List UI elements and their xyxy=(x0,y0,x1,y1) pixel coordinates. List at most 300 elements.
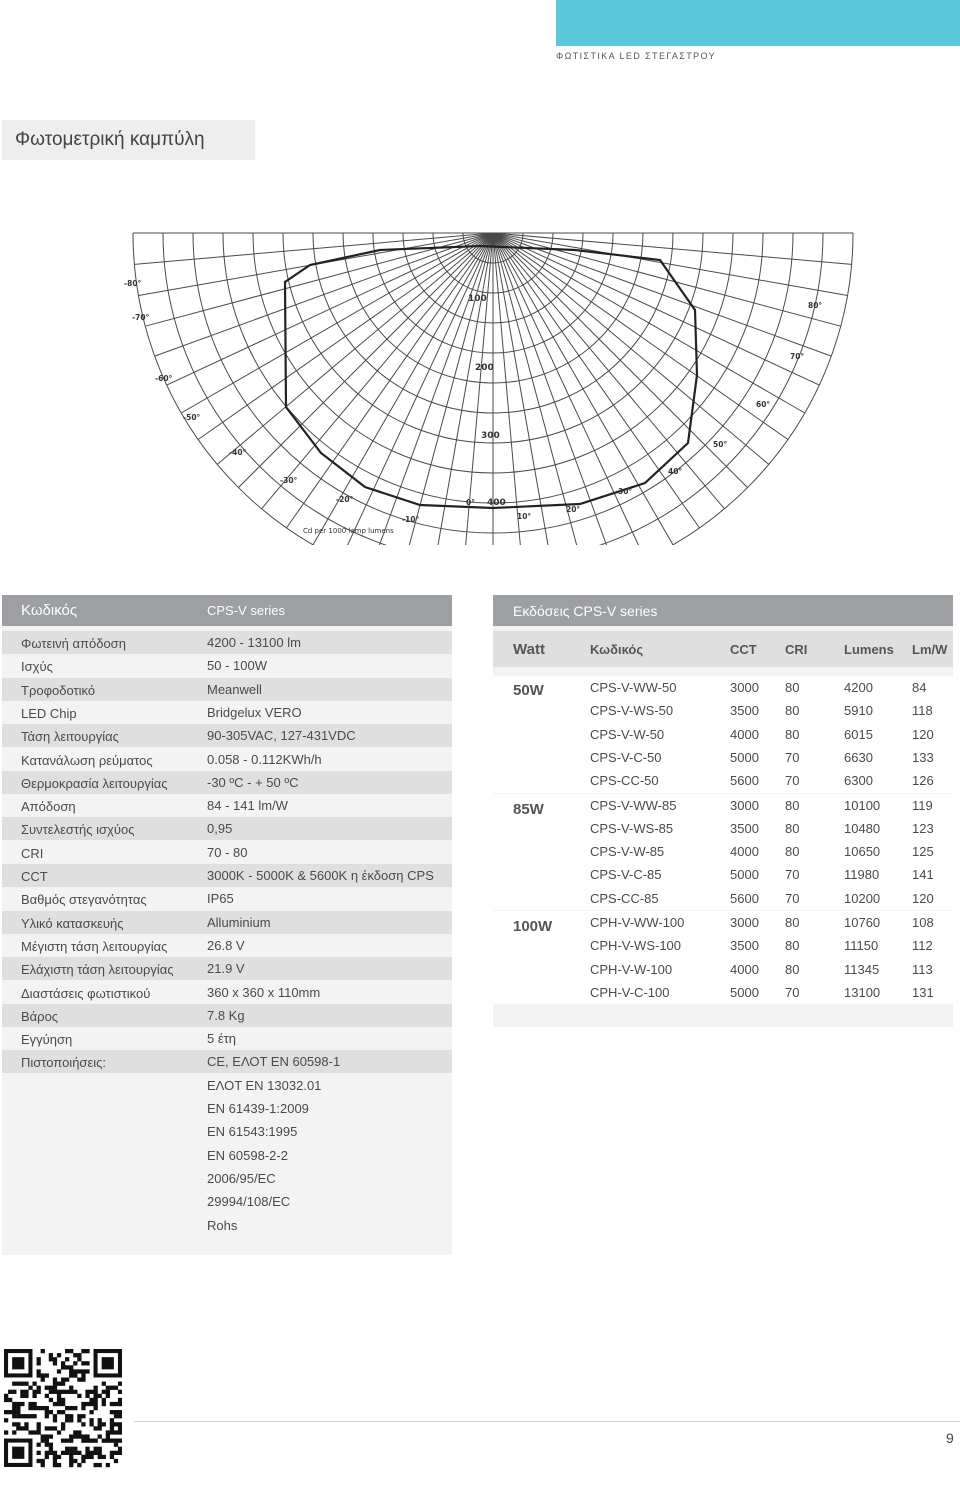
qr-module xyxy=(81,1439,85,1443)
qr-module xyxy=(61,1402,65,1406)
version-lumens: 13100 xyxy=(844,984,881,1000)
qr-module xyxy=(41,1349,45,1353)
spec-value: 84 - 141 lm/W xyxy=(207,798,288,814)
polar-radial-label: 400 xyxy=(487,498,506,508)
version-lumens: 10760 xyxy=(844,915,881,930)
spec-value: 360 x 360 x 110mm xyxy=(207,984,321,1000)
qr-module xyxy=(57,1430,61,1434)
qr-module xyxy=(57,1353,61,1357)
qr-module xyxy=(16,1426,20,1430)
version-row xyxy=(493,934,953,957)
qr-module xyxy=(89,1410,93,1414)
version-lmw: 118 xyxy=(912,703,933,719)
qr-module xyxy=(57,1410,61,1414)
spec-row xyxy=(2,701,452,724)
spec-row xyxy=(2,934,452,957)
qr-module xyxy=(61,1365,65,1369)
qr-module xyxy=(37,1459,41,1463)
qr-module xyxy=(98,1451,102,1455)
spec-value: -30 ºC - + 50 ºC xyxy=(207,774,299,790)
qr-module xyxy=(85,1439,89,1443)
qr-module xyxy=(69,1463,73,1467)
version-row xyxy=(493,817,953,840)
qr-module xyxy=(12,1414,16,1418)
qr-module xyxy=(41,1406,45,1410)
qr-module xyxy=(77,1357,81,1361)
qr-module xyxy=(73,1447,77,1451)
qr-module xyxy=(118,1410,122,1414)
qr-module xyxy=(110,1451,114,1455)
qr-module xyxy=(65,1414,69,1418)
qr-module xyxy=(12,1402,16,1406)
qr-module xyxy=(61,1361,65,1365)
qr-module xyxy=(49,1410,53,1414)
qr-module xyxy=(73,1373,77,1377)
qr-module xyxy=(81,1406,85,1410)
version-cri: 70 xyxy=(785,867,800,883)
qr-module xyxy=(53,1451,57,1455)
qr-module xyxy=(65,1349,69,1353)
qr-module xyxy=(65,1447,69,1451)
qr-module xyxy=(89,1455,93,1459)
spec-row xyxy=(2,794,452,817)
version-code: CPS-V-W-85 xyxy=(590,844,665,860)
polar-angle-label: 10° xyxy=(517,512,532,521)
col-cct: CCT xyxy=(730,642,757,657)
qr-module xyxy=(24,1390,28,1394)
spec-label: Κατανάλωση ρεύματος xyxy=(21,752,153,768)
qr-module xyxy=(102,1455,106,1459)
polar-grid-spoke xyxy=(493,233,831,356)
spec-label: Βαθμός στεγανότητας xyxy=(21,892,147,908)
version-code: CPS-V-WW-85 xyxy=(590,797,677,813)
watt-label: 100W xyxy=(513,918,553,935)
qr-module xyxy=(49,1447,53,1451)
version-code: CPH-V-WW-100 xyxy=(590,915,685,930)
col-lumens: Lumens xyxy=(844,642,894,657)
qr-module xyxy=(118,1414,122,1418)
version-code: CPS-CC-85 xyxy=(590,890,659,906)
qr-module xyxy=(77,1394,81,1398)
spec-label: Διαστάσεις φωτιστικού xyxy=(21,985,151,1001)
polar-angle-label: -50° xyxy=(183,413,201,422)
qr-module xyxy=(106,1390,110,1394)
version-lumens: 6015 xyxy=(844,726,873,742)
version-cct: 4000 xyxy=(730,726,759,742)
qr-module xyxy=(49,1398,53,1402)
version-code: CPS-V-C-85 xyxy=(590,867,662,883)
version-cct: 5600 xyxy=(730,773,759,789)
qr-module xyxy=(24,1414,28,1418)
qr-module xyxy=(94,1386,98,1390)
polar-angle-label: -60° xyxy=(155,374,173,383)
spec-value: 26.8 V xyxy=(207,937,245,953)
qr-module xyxy=(114,1451,118,1455)
qr-module xyxy=(37,1390,41,1394)
polar-angle-label: 20° xyxy=(566,505,581,514)
qr-module xyxy=(69,1451,73,1455)
qr-module xyxy=(73,1434,77,1438)
version-code: CPH-V-C-100 xyxy=(590,984,670,1000)
qr-module xyxy=(61,1390,65,1394)
spec-row xyxy=(2,748,452,771)
qr-module xyxy=(24,1422,28,1426)
qr-module xyxy=(81,1455,85,1459)
qr-module xyxy=(32,1382,36,1386)
qr-module xyxy=(28,1406,32,1410)
qr-module xyxy=(28,1414,32,1418)
version-cct: 5000 xyxy=(730,749,759,765)
qr-module xyxy=(45,1434,49,1438)
qr-module xyxy=(45,1373,49,1377)
qr-module xyxy=(49,1353,53,1357)
qr-module xyxy=(12,1422,16,1426)
version-row xyxy=(493,769,953,792)
version-cct: 3000 xyxy=(730,915,759,930)
spec-row xyxy=(2,911,452,934)
versions-header xyxy=(493,595,953,626)
certification-item: EN 61439-1:2009 xyxy=(207,1101,309,1116)
version-cri: 70 xyxy=(785,984,800,1000)
watt-label: 85W xyxy=(513,800,544,818)
qr-module xyxy=(49,1434,53,1438)
col-lmw: Lm/W xyxy=(912,642,948,657)
qr-code xyxy=(4,1349,122,1469)
version-cri: 80 xyxy=(785,844,800,860)
qr-module xyxy=(69,1406,73,1410)
spec-value: IP65 xyxy=(207,891,234,907)
certification-item: 29994/108/EC xyxy=(207,1194,291,1210)
qr-module xyxy=(37,1426,41,1430)
qr-module xyxy=(69,1439,73,1443)
qr-module xyxy=(65,1390,69,1394)
versions-title: Εκδόσεις CPS-V series xyxy=(513,603,658,619)
qr-module xyxy=(110,1402,114,1406)
qr-module xyxy=(65,1451,69,1455)
qr-module xyxy=(81,1361,85,1365)
qr-finder-core xyxy=(12,1447,24,1459)
spec-value: 5 έτη xyxy=(207,1031,237,1047)
qr-module xyxy=(98,1434,102,1438)
qr-module xyxy=(41,1459,45,1463)
qr-module xyxy=(114,1430,118,1434)
qr-module xyxy=(32,1402,36,1406)
qr-module xyxy=(94,1439,98,1443)
version-cct: 4000 xyxy=(730,844,759,860)
spec-row xyxy=(2,957,452,980)
version-row xyxy=(493,840,953,863)
qr-module xyxy=(110,1439,114,1443)
version-row xyxy=(493,887,953,910)
spec-row xyxy=(2,981,452,1004)
qr-module xyxy=(69,1414,73,1418)
qr-module xyxy=(110,1455,114,1459)
polar-grid-spoke xyxy=(493,233,841,326)
version-cri: 80 xyxy=(785,703,800,719)
qr-module xyxy=(81,1402,85,1406)
qr-module xyxy=(16,1422,20,1426)
photometric-polar-diagram xyxy=(100,225,860,545)
polar-angle-label: -20° xyxy=(336,495,354,504)
qr-module xyxy=(53,1418,57,1422)
qr-module xyxy=(114,1386,118,1390)
qr-module xyxy=(28,1430,32,1434)
qr-module xyxy=(45,1414,49,1418)
spec-value: Bridgelux VERO xyxy=(207,704,302,720)
version-code: CPS-V-WW-50 xyxy=(590,680,677,695)
photometric-title: Φωτομετρική καμπύλη xyxy=(2,120,255,160)
qr-module xyxy=(102,1439,106,1443)
version-cri: 80 xyxy=(785,938,800,954)
spec-label: Τροφοδοτικό xyxy=(21,682,96,698)
spec-value: 70 - 80 xyxy=(207,844,248,860)
qr-module xyxy=(37,1422,41,1426)
version-row xyxy=(493,911,953,934)
qr-module xyxy=(98,1418,102,1422)
qr-module xyxy=(49,1386,53,1390)
spec-value: 0.058 - 0.112KWh/h xyxy=(207,751,322,767)
category-label: ΦΩΤΙΣΤΙΚΑ LED ΣΤΕΓΑΣΤΡΟΥ xyxy=(556,51,717,61)
polar-angle-label: -30° xyxy=(280,476,298,485)
version-cri: 80 xyxy=(785,915,800,930)
polar-caption: Cd per 1000 lamp lumens xyxy=(303,527,394,535)
qr-module xyxy=(118,1382,122,1386)
qr-module xyxy=(20,1402,24,1406)
qr-module xyxy=(89,1398,93,1402)
version-group xyxy=(493,676,953,793)
light-distribution-curve xyxy=(285,246,697,508)
version-lumens: 6300 xyxy=(844,773,873,789)
spec-row xyxy=(2,654,452,677)
qr-module xyxy=(41,1373,45,1377)
version-lumens: 10480 xyxy=(844,820,881,836)
qr-module xyxy=(57,1402,61,1406)
qr-module xyxy=(8,1390,12,1394)
qr-module xyxy=(89,1418,93,1422)
qr-module xyxy=(28,1402,32,1406)
qr-module xyxy=(8,1410,12,1414)
qr-module xyxy=(37,1369,41,1373)
qr-module xyxy=(37,1373,41,1377)
qr-module xyxy=(45,1439,49,1443)
qr-module xyxy=(32,1390,36,1394)
version-lmw: 125 xyxy=(912,844,934,860)
spec-row xyxy=(2,1050,452,1073)
qr-module xyxy=(118,1422,122,1426)
qr-module xyxy=(41,1439,45,1443)
qr-module xyxy=(53,1361,57,1365)
qr-module xyxy=(61,1398,65,1402)
version-group xyxy=(493,911,953,1004)
qr-module xyxy=(110,1422,114,1426)
qr-module xyxy=(89,1402,93,1406)
qr-module xyxy=(73,1390,77,1394)
qr-module xyxy=(73,1451,77,1455)
qr-module xyxy=(85,1434,89,1438)
qr-module xyxy=(77,1451,81,1455)
qr-module xyxy=(118,1447,122,1451)
qr-module xyxy=(69,1365,73,1369)
qr-module xyxy=(57,1390,61,1394)
qr-module xyxy=(61,1382,65,1386)
qr-module xyxy=(89,1439,93,1443)
version-cri: 70 xyxy=(785,773,800,789)
qr-module xyxy=(32,1414,36,1418)
polar-grid-spoke xyxy=(155,233,493,356)
version-lmw: 133 xyxy=(912,749,934,765)
spec-label: Φωτεινή απόδοση xyxy=(21,636,126,651)
qr-module xyxy=(20,1382,24,1386)
qr-module xyxy=(12,1406,16,1410)
qr-module xyxy=(106,1430,110,1434)
qr-module xyxy=(94,1447,98,1451)
qr-module xyxy=(81,1349,85,1353)
header-accent-bar xyxy=(556,0,960,46)
qr-module xyxy=(85,1447,89,1451)
specs-header-key: Κωδικός xyxy=(21,602,78,619)
spec-label: LED Chip xyxy=(21,705,77,721)
qr-module xyxy=(65,1357,69,1361)
version-code: CPH-V-W-100 xyxy=(590,961,673,977)
qr-module xyxy=(16,1410,20,1414)
qr-module xyxy=(57,1369,61,1373)
qr-module xyxy=(73,1459,77,1463)
spec-row xyxy=(2,724,452,747)
qr-module xyxy=(65,1418,69,1422)
qr-module xyxy=(61,1422,65,1426)
version-lmw: 108 xyxy=(912,915,934,930)
certification-item: EN 60598-2-2 xyxy=(207,1147,288,1163)
qr-module xyxy=(98,1455,102,1459)
spec-row xyxy=(2,864,452,887)
qr-module xyxy=(89,1451,93,1455)
version-lumens: 6630 xyxy=(844,749,873,765)
qr-module xyxy=(37,1451,41,1455)
qr-module xyxy=(45,1455,49,1459)
version-lmw: 84 xyxy=(912,680,927,695)
version-cct: 5000 xyxy=(730,984,759,1000)
qr-module xyxy=(37,1430,41,1434)
polar-angle-label: -40° xyxy=(229,448,247,457)
version-lumens: 11980 xyxy=(844,867,880,883)
qr-module xyxy=(110,1426,114,1430)
qr-module xyxy=(12,1382,16,1386)
qr-module xyxy=(32,1430,36,1434)
qr-module xyxy=(69,1390,73,1394)
qr-module xyxy=(94,1402,98,1406)
qr-module xyxy=(24,1426,28,1430)
qr-module xyxy=(85,1390,89,1394)
qr-module xyxy=(37,1357,41,1361)
version-lumens: 10200 xyxy=(844,890,881,906)
qr-module xyxy=(73,1353,77,1357)
qr-module xyxy=(45,1426,49,1430)
qr-module xyxy=(98,1394,102,1398)
qr-module xyxy=(65,1365,69,1369)
spec-label: CCT xyxy=(21,869,48,884)
version-lmw: 119 xyxy=(912,797,933,813)
spec-row xyxy=(2,817,452,840)
qr-module xyxy=(94,1426,98,1430)
page-number: 9 xyxy=(946,1430,954,1446)
spec-row xyxy=(2,631,452,654)
spec-value: Meanwell xyxy=(207,681,262,697)
version-row xyxy=(493,746,953,769)
col-code: Κωδικός xyxy=(590,642,644,657)
version-lmw: 123 xyxy=(912,820,934,836)
version-lumens: 11345 xyxy=(844,961,880,977)
qr-module xyxy=(85,1455,89,1459)
certification-item: Rohs xyxy=(207,1217,238,1233)
qr-module xyxy=(65,1377,69,1381)
qr-module xyxy=(85,1361,89,1365)
version-lmw: 120 xyxy=(912,726,934,742)
qr-module xyxy=(53,1455,57,1459)
qr-finder-core xyxy=(102,1357,114,1369)
qr-module xyxy=(89,1422,93,1426)
qr-module xyxy=(16,1414,20,1418)
polar-angle-label: 70° xyxy=(790,352,805,361)
qr-module xyxy=(69,1373,73,1377)
qr-module xyxy=(114,1402,118,1406)
qr-module xyxy=(73,1369,77,1373)
watt-label: 50W xyxy=(513,682,544,699)
spec-label: Ισχύς xyxy=(21,659,53,675)
qr-module xyxy=(77,1463,81,1467)
qr-module xyxy=(57,1398,61,1402)
qr-module xyxy=(106,1386,110,1390)
version-cct: 3500 xyxy=(730,938,759,954)
specs-header xyxy=(2,595,452,626)
spec-value: 3000K - 5000K & 5600K η έκδοση CPS xyxy=(207,868,434,883)
qr-module xyxy=(85,1349,89,1353)
qr-module xyxy=(12,1390,16,1394)
qr-module xyxy=(61,1426,65,1430)
version-lmw: 113 xyxy=(912,961,933,977)
polar-angle-label: -70° xyxy=(132,313,150,322)
version-cct: 5600 xyxy=(730,890,759,906)
version-cct: 3000 xyxy=(730,797,759,813)
qr-module xyxy=(102,1402,106,1406)
qr-module xyxy=(89,1390,93,1394)
specs-table xyxy=(2,595,452,1255)
qr-module xyxy=(73,1361,77,1365)
qr-module xyxy=(53,1386,57,1390)
spec-value: 0,95 xyxy=(207,821,233,837)
version-cri: 80 xyxy=(785,961,800,977)
spec-value: 4200 - 13100 lm xyxy=(207,635,301,650)
spec-value: 21.9 V xyxy=(207,961,245,977)
version-lumens: 11150 xyxy=(844,938,879,954)
qr-module xyxy=(61,1451,65,1455)
qr-module xyxy=(77,1414,81,1418)
spec-row xyxy=(2,887,452,910)
qr-module xyxy=(85,1451,89,1455)
version-cri: 80 xyxy=(785,680,800,695)
qr-module xyxy=(49,1357,53,1361)
version-lmw: 141 xyxy=(912,867,934,883)
qr-module xyxy=(98,1426,102,1430)
qr-module xyxy=(77,1377,81,1381)
version-cri: 80 xyxy=(785,797,800,813)
qr-module xyxy=(114,1422,118,1426)
qr-module xyxy=(77,1434,81,1438)
qr-module xyxy=(94,1390,98,1394)
qr-module xyxy=(106,1463,110,1467)
version-cct: 3500 xyxy=(730,820,759,836)
qr-module xyxy=(45,1406,49,1410)
qr-module xyxy=(65,1406,69,1410)
